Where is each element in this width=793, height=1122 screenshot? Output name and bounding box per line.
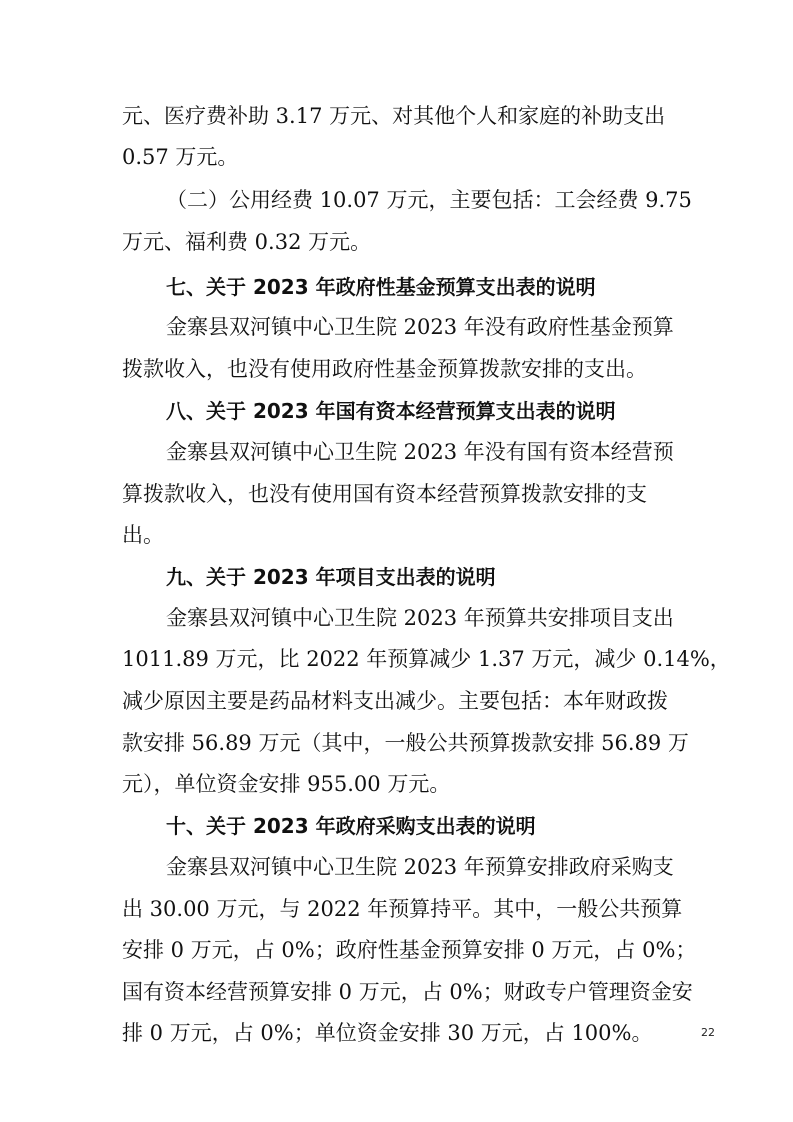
body-text-line: 元、医疗费补助 3.17 万元、对其他个人和家庭的补助支出 bbox=[122, 104, 666, 128]
section-heading: 七、关于 2023 年政府性基金预算支出表的说明 bbox=[166, 275, 596, 299]
body-text-line: 出 30.00 万元，与 2022 年预算持平。其中，一般公共预算 bbox=[122, 897, 683, 921]
section-heading: 十、关于 2023 年政府采购支出表的说明 bbox=[166, 814, 536, 838]
body-text-line: 0.57 万元。 bbox=[122, 145, 239, 169]
body-text-line: 拨款收入，也没有使用政府性基金预算拨款安排的支出。 bbox=[122, 357, 647, 381]
body-text-line: 1011.89 万元，比 2022 年预算减少 1.37 万元，减少 0.14%， bbox=[122, 647, 731, 671]
page-number: 22 bbox=[701, 1026, 715, 1039]
body-text-line: 减少原因主要是药品材料支出减少。主要包括：本年财政拨 bbox=[122, 689, 668, 713]
section-heading: 八、关于 2023 年国有资本经营预算支出表的说明 bbox=[166, 399, 616, 423]
body-text-line: 金寨县双河镇中心卫生院 2023 年预算安排政府采购支 bbox=[166, 855, 674, 879]
body-text-line: 安排 0 万元，占 0%；政府性基金预算安排 0 万元，占 0%； bbox=[122, 938, 697, 962]
body-text-line: 金寨县双河镇中心卫生院 2023 年没有国有资本经营预 bbox=[166, 440, 674, 464]
body-text-line: 排 0 万元，占 0%；单位资金安排 30 万元，占 100%。 bbox=[122, 1021, 653, 1045]
body-text-line: 出。 bbox=[122, 523, 164, 547]
section-heading: 九、关于 2023 年项目支出表的说明 bbox=[166, 565, 496, 589]
body-text-line: （二）公用经费 10.07 万元，主要包括：工会经费 9.75 bbox=[166, 188, 692, 212]
body-text-line: 元），单位资金安排 955.00 万元。 bbox=[122, 772, 451, 796]
body-text-line: 款安排 56.89 万元（其中，一般公共预算拨款安排 56.89 万 bbox=[122, 731, 689, 755]
body-text-line: 金寨县双河镇中心卫生院 2023 年预算共安排项目支出 bbox=[166, 606, 674, 630]
body-text-line: 国有资本经营预算安排 0 万元，占 0%；财政专户管理资金安 bbox=[122, 980, 693, 1004]
body-text-line: 金寨县双河镇中心卫生院 2023 年没有政府性基金预算 bbox=[166, 315, 674, 339]
body-text-line: 算拨款收入，也没有使用国有资本经营预算拨款安排的支 bbox=[122, 482, 647, 506]
body-text-line: 万元、福利费 0.32 万元。 bbox=[122, 230, 372, 254]
